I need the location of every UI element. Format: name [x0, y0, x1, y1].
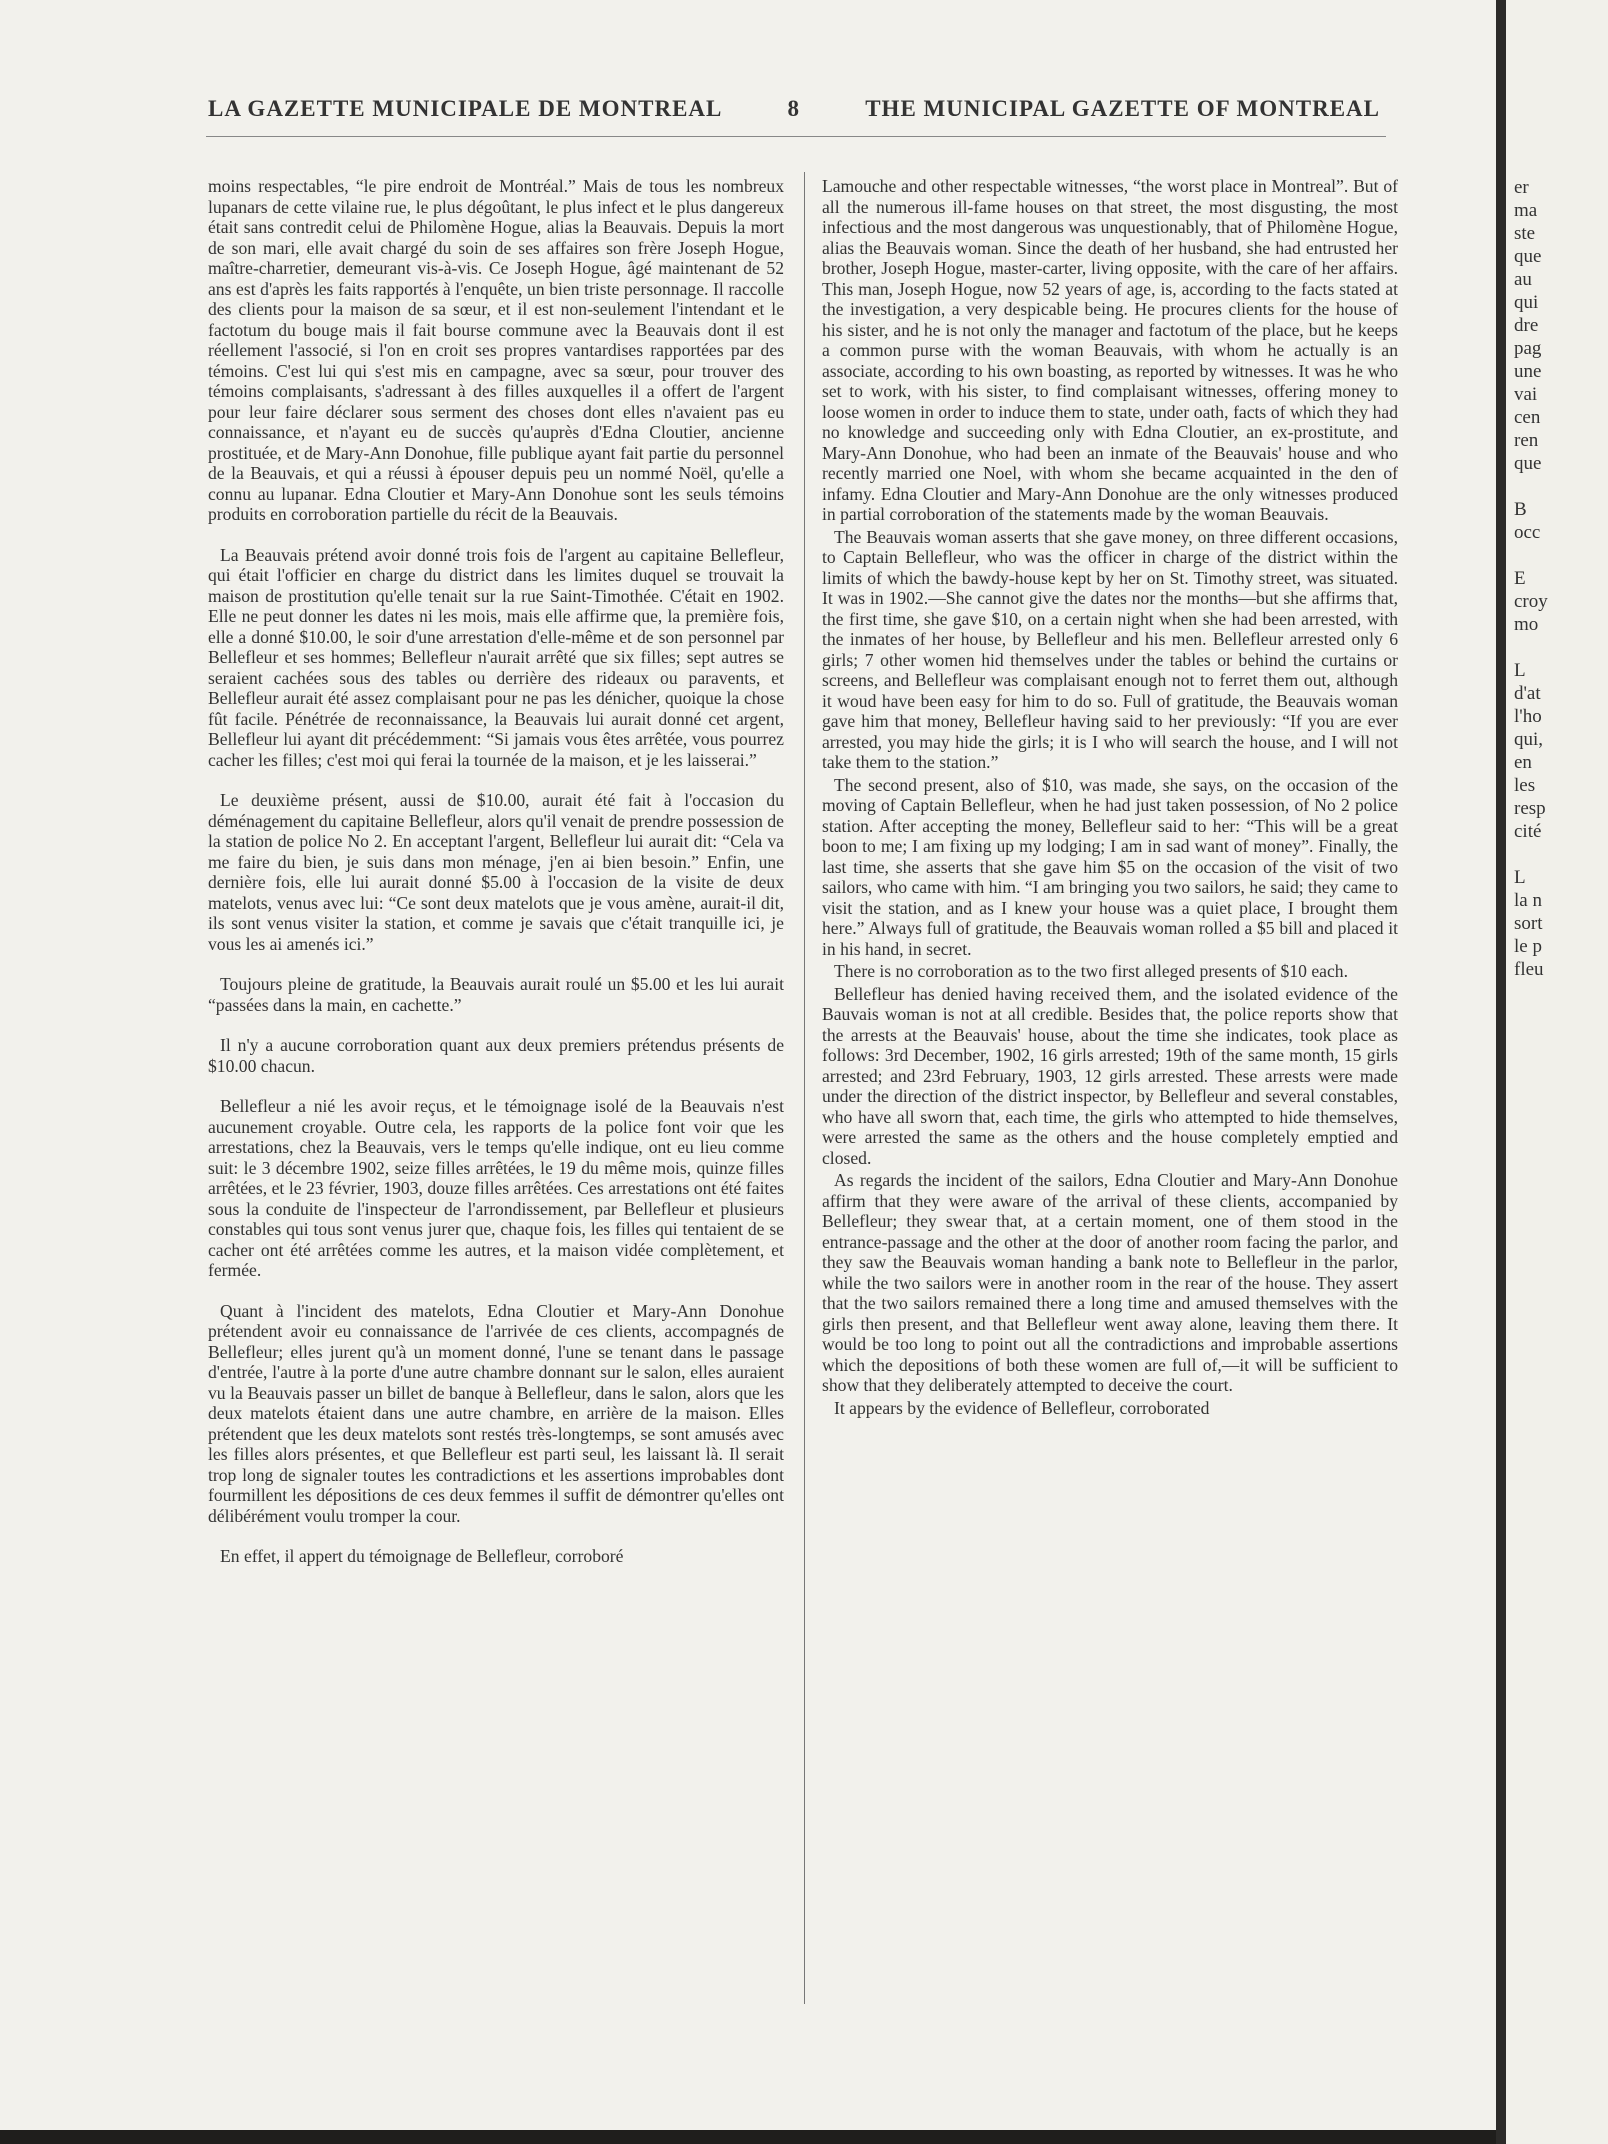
adjacent-page-fragment: [1506, 475, 1608, 498]
adjacent-page-fragment: ste: [1514, 223, 1536, 244]
adjacent-page-fragment: [1506, 544, 1608, 567]
adjacent-page-fragment: L: [1514, 660, 1526, 681]
adjacent-page-fragment: mo: [1514, 614, 1539, 635]
adjacent-page-fragment: qui: [1514, 292, 1539, 313]
adjacent-page-fragment: dre: [1514, 315, 1539, 336]
adjacent-page-fragment: les: [1514, 775, 1536, 796]
adjacent-page-fragment: cen: [1514, 407, 1541, 428]
adjacent-page-fragment: pag: [1514, 338, 1542, 359]
english-paragraph: As regards the incident of the sailors, Edna Cloutier and Mary-Ann Donohue affirm that they were aware of the arrival of these clients, accompanied by Bellefleur; they swear that, at a certain moment, one of them stood in the entrance-passage and the other at the door of another room facing the parlor, and they saw the Beauvais woman handing a bank note to Bellefleur in the parlor, while the two sailors were in another room in the rear of the house. They assert that the two sailors remained there a long time and amused themselves with the girls then present, and that Bellefleur went away alone, leaving them there. It would be too long to point out all the contradictions and improbable assertions which the depositions of both these women are full of,—it will be sufficient to show that they deliberately attempted to deceive the court.: [822, 1170, 1398, 1395]
adjacent-page-fragment: ma: [1514, 200, 1538, 221]
french-paragraph: Il n'y a aucune corroboration quant aux deux premiers prétendus présents de $10.00 chacun.: [208, 1035, 784, 1076]
adjacent-page-fragment: croy: [1514, 591, 1548, 612]
english-paragraph: Bellefleur has denied having received them, and the isolated evidence of the Bauvais woman is not at all credible. Besides that, the police reports show that the arrests at the Beauvais' house, about the time she indicates, took place as follows: 3rd December, 1902, 16 girls arrested; 19th of the same month, 15 girls arrested; and 23rd February, 1903, 12 girls arrested. These arrests were made under the direction of the district inspector, by Bellefleur and several constables, who have all sworn that, each time, the girls who attempted to hide themselves, were arrested the same as the others and the house completely emptied and closed.: [822, 983, 1398, 1168]
english-paragraph: There is no corroboration as to the two first alleged presents of $10 each.: [834, 961, 1348, 981]
adjacent-page-fragment: l'ho: [1514, 706, 1542, 727]
adjacent-page-fragment: que: [1514, 453, 1542, 474]
french-paragraph: Quant à l'incident des matelots, Edna Cloutier et Mary-Ann Donohue prétendent avoir eu connaissance de l'arrivée de ces clients, accompagnés de Bellefleur; elles jurent qu'à un moment donné, l'une se tenant dans le passage d'entrée, l'autre à la porte d'une autre chambre donnant sur le salon, elles auraient vu la Beauvais passer un billet de banque à Bellefleur, dans le salon, alors que les deux matelots étaient dans une autre chambre, en arrière de la maison. Elles prétendent que les deux matelots sont restés très-longtemps, se sont amusés avec les filles alors présentes, et que Bellefleur est parti seul, les laissant là. Il serait trop long de signaler toutes les contradictions et les assertions improbables dont fourmillent les dépositions de ces deux femmes il suffit de démontrer qu'elles ont délibérément voulu tromper la cour.: [208, 1300, 784, 1526]
french-paragraph: En effet, il appert du témoignage de Bellefleur, corroboré: [220, 1546, 624, 1566]
english-column: [822, 176, 1398, 1420]
running-header: [208, 96, 1380, 122]
adjacent-page-fragment: cité: [1514, 821, 1542, 842]
french-paragraph: Toujours pleine de gratitude, la Beauvais aurait roulé un $5.00 et les lui aurait “passées dans la main, en cachette.”: [208, 974, 784, 1015]
scan-bottom-edge: [0, 2130, 1496, 2144]
adjacent-page-edge: [1506, 0, 1608, 2144]
header-title-french: LA GAZETTE MUNICIPALE DE MONTREAL: [208, 96, 723, 121]
adjacent-page-fragment: er: [1514, 177, 1529, 198]
adjacent-page-fragment: la n: [1514, 890, 1542, 911]
adjacent-page-fragment: [1506, 636, 1608, 659]
column-divider: [804, 172, 805, 2004]
book-gutter: [1496, 0, 1506, 2144]
adjacent-page-fragment: en: [1514, 752, 1532, 773]
adjacent-page-fragment: une: [1514, 361, 1542, 382]
english-paragraph: Lamouche and other respectable witnesses, “the worst place in Montreal”. But of all the numerous ill-fame houses on that street, the most disgusting, the most infectious and the most dangerous was unquestionably, that of Philomène Hogue, alias the Beauvais woman. Since the death of her husband, she had entrusted her brother, Joseph Hogue, master-carter, living opposite, with the care of her affairs. This man, Joseph Hogue, now 52 years of age, is, according to the facts stated at the investigation, a very despicable being. He procures clients for the house of his sister, and he is not only the manager and factotum of the place, but he keeps a common purse with the woman Beauvais, with whom he actually is an associate, according to his own boasting, as reported by witnesses. It was he who set to work, with his sister, to find complaisant witnesses, offering money to loose women in order to induce them to state, under oath, facts of which they had no knowledge and succeeding only with Edna Cloutier, an ex-prostitute, and Mary-Ann Donohue, who had been an inmate of the Beauvais' house and who recently married one Noel, with whom she became acquainted in the den of infamy. Edna Cloutier and Mary-Ann Donohue are the only witnesses produced in partial corroboration of the statements made by the woman Beauvais.: [822, 176, 1398, 524]
adjacent-page-fragment: le p: [1514, 936, 1542, 957]
adjacent-page-fragment: ren: [1514, 430, 1539, 451]
adjacent-page-fragment: fleu: [1514, 959, 1544, 980]
english-paragraph: The second present, also of $10, was made, she says, on the occasion of the moving of Captain Bellefleur, when he had just taken possession, of No 2 police station. After accepting the money, Bellefleur said to her: “This will be a great boon to me; I am fixing up my lodging; I am in sad want of money”. Finally, the last time, she asserts that she gave him $5 on the occasion of the visit of two sailors, who came with him. “I am bringing you two sailors, he said; they came to visit the station, and as I knew your house was a quiet place, I brought them here.” Always full of gratitude, the Beauvais woman rolled a $5 bill and placed it in his hand, in secret.: [822, 774, 1398, 959]
page-number: 8: [787, 96, 801, 121]
adjacent-page-fragment: que: [1514, 246, 1542, 267]
adjacent-page-fragment: sort: [1514, 913, 1543, 934]
french-paragraph: Bellefleur a nié les avoir reçus, et le témoignage isolé de la Beauvais n'est aucunement croyable. Outre cela, les rapports de la police font voir que les arrestations, chez la Beauvais, vers le temps qu'elle indique, ont eu lieu comme suit: le 3 décembre 1902, seize filles arrêtées, le 19 du même mois, quinze filles arrêtées, et le 23 février, 1903, douze filles arrêtées. Ces arrestations ont été faites sous la conduite de l'inspecteur de l'arrondissement, par Bellefleur et plusieurs constables qui tous sont venus jurer que, chaque fois, les filles qui tentaient de se cacher ont été arrêtées comme les autres, et la maison vidée complètement, et fermée.: [208, 1096, 784, 1280]
adjacent-page-fragment: B: [1514, 499, 1527, 520]
adjacent-page-fragment: [1506, 843, 1608, 866]
header-title-english: THE MUNICIPAL GAZETTE OF MONTREAL: [865, 96, 1380, 121]
adjacent-page-fragment: qui,: [1514, 729, 1544, 750]
adjacent-page-fragment: vai: [1514, 384, 1538, 405]
english-paragraph: The Beauvais woman asserts that she gave money, on three different occasions, to Captain Bellefleur, who was the officer in charge of the district within the limits of which the bawdy-house kept by her on St. Timothy street, was situated. It was in 1902.—She cannot give the dates nor the months—but she affirms that, the first time, she gave $10, on a certain night when she had been arrested, with the inmates of her house, by Bellefleur and his men. Bellefleur arrested only 6 girls; 7 other women hid themselves under the tables or behind the curtains or screens, and Bellefleur was complaisant enough not to ferret them out, although it woud have been easy for him to do so. Full of gratitude, the Beauvais woman gave him that money, Bellefleur having said to her previously: “If you are ever arrested, you may hide the girls; it is I who will search the house, and I will not take them to the station.”: [822, 526, 1398, 772]
french-paragraph: Le deuxième présent, aussi de $10.00, aurait été fait à l'occasion du déménagement du capitaine Bellefleur, alors qu'il venait de prendre possession de la station de police No 2. En acceptant l'argent, Bellefleur lui aurait dit: “Cela va me faire du bien, je suis dans mon ménage, j'en ai bien besoin.” Enfin, une dernière fois, elle lui aurait donné $5.00 à l'occasion de la visite de deux matelots, venus avec lui: “Ce sont deux matelots que je vous amène, aurait-il dit, ils sont venus visiter la station, et comme je savais que c'était tranquille ici, je vous les ai amenés ici.”: [208, 790, 784, 954]
adjacent-page-fragment: d'at: [1514, 683, 1541, 704]
french-column: [208, 176, 784, 1587]
adjacent-page-fragment: au: [1514, 269, 1532, 290]
french-paragraph: La Beauvais prétend avoir donné trois fois de l'argent au capitaine Bellefleur, qui était l'officier en charge du district dans les limites duquel se trouvait la maison de prostitution qu'elle tenait sur la rue Saint-Timothée. C'était en 1902. Elle ne peut donner les dates ni les mois, mais elle affirme que, la première fois, elle a donné $10.00, le soir d'une arrestation d'elle-même et de son personnel par Bellefleur et ses hommes; Bellefleur n'aurait arrêté que six filles; sept autres se seraient cachées sous des tables ou derrière des rideaux ou paravents, et Bellefleur aurait été assez complaisant pour ne pas les dénicher, quoique la chose fût facile. Pénétrée de reconnaissance, la Beauvais lui aurait donné cet argent, Bellefleur lui ayant dit précédemment: “Si jamais vous êtes arrêtée, vous pourrez cacher les filles; c'est moi qui ferai la tournée de la maison, et je les laisserai.”: [208, 544, 784, 770]
adjacent-page-fragment: occ: [1514, 522, 1541, 543]
adjacent-page-fragment: L: [1514, 867, 1526, 888]
adjacent-page-fragments: [1506, 176, 1608, 981]
adjacent-page-fragment: resp: [1514, 798, 1546, 819]
french-paragraph: moins respectables, “le pire endroit de Montréal.” Mais de tous les nombreux lupanars de cette vilaine rue, le plus dégoûtant, le plus infect et le plus dangereux était sans contredit celui de Philomène Hogue, alias la Beauvais. Depuis la mort de son mari, elle avait chargé du soin de ses affaires son frère Joseph Hogue, maître-charretier, demeurant vis-à-vis. Ce Joseph Hogue, âgé maintenant de 52 ans est d'après les faits rapportés à l'enquête, un bien triste personnage. Il raccolle des clients pour la maison de sa sœur, et il est non-seulement l'intendant et le factotum du bouge mais il fait bourse commune avec la Beauvais dont il est réellement l'associé, si l'on en croit ses propres vantardises rapportées par des témoins. C'est lui qui s'est mis en campagne, avec sa sœur, pour trouver des témoins complaisants, s'adressant à des filles auxquelles il a offert de l'argent pour leur faire déclarer sous serment des choses dont elles n'avaient pas eu connaissance, et n'ayant eu de succès qu'auprès d'Edna Cloutier, ancienne prostituée, et de Mary-Ann Donohue, fille publique ayant fait partie du personnel de la Beauvais, et qui a réussi à épouser depuis peu un nommé Noël, qu'elle a connu au lupanar. Edna Cloutier et Mary-Ann Donohue sont les seuls témoins produits en corroboration partielle du récit de la Beauvais.: [208, 176, 784, 524]
adjacent-page-fragment: E: [1514, 568, 1526, 589]
header-rule: [206, 136, 1386, 137]
english-paragraph: It appears by the evidence of Bellefleur, corroborated: [834, 1397, 1210, 1418]
